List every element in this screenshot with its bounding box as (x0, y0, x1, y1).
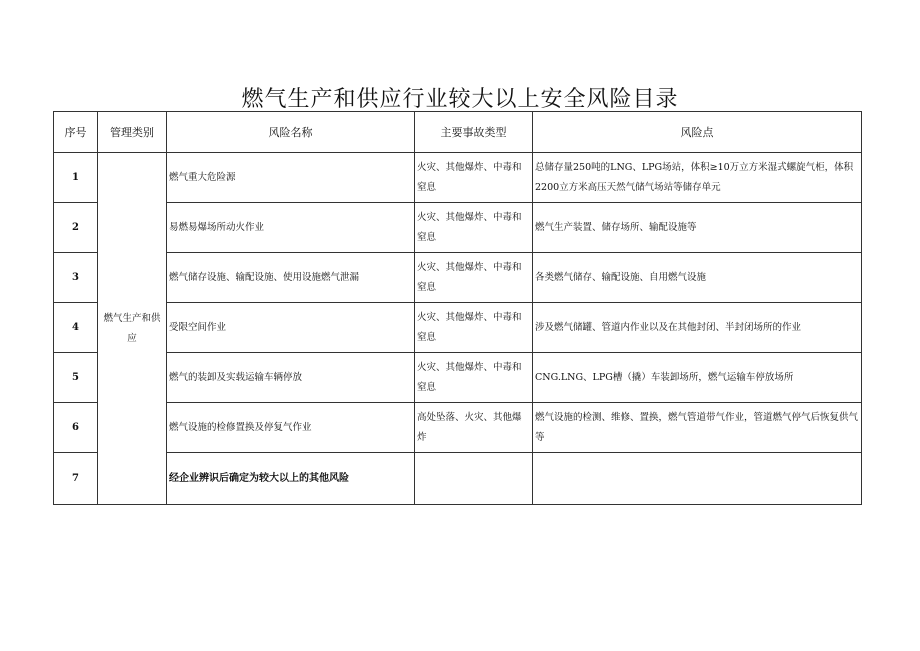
row-risk-point: 涉及燃气储罐、管道内作业以及在其他封闭、半封闭场所的作业 (533, 303, 862, 353)
row-risk-point: 各类燃气储存、输配设施、自用燃气设施 (533, 253, 862, 303)
table-row (54, 203, 862, 253)
table-row (54, 303, 862, 353)
table-row (54, 153, 862, 203)
row-seq: 6 (54, 403, 98, 453)
row-risk-point: 燃气生产装置、储存场所、输配设施等 (533, 203, 862, 253)
row-risk-name: 燃气重大危险源 (167, 153, 415, 203)
row-risk-point: 燃气设施的检测、维修、置换，燃气管道带气作业，管道燃气停气后恢复供气等 (533, 403, 862, 453)
row-accident-type: 火灾、其他爆炸、中毒和窒息 (415, 353, 533, 403)
row-risk-name: 燃气的装卸及实载运输车辆停放 (167, 353, 415, 403)
category-cell: 燃气生产和供应 (98, 153, 167, 505)
header-category: 管理类别 (98, 112, 167, 153)
row-seq: 7 (54, 453, 98, 505)
header-seq: 序号 (54, 112, 98, 153)
row-risk-point: 总储存量250吨的LNG、LPG场站，体积≥10万立方米湿式螺旋气柜，体积2200立方米高压天然气储气场站等储存单元 (533, 153, 862, 203)
row-accident-type: 火灾、其他爆炸、中毒和窒息 (415, 153, 533, 203)
row-seq: 2 (54, 203, 98, 253)
row-seq: 5 (54, 353, 98, 403)
page-title: 燃气生产和供应行业较大以上安全风险目录 (241, 87, 679, 112)
row-seq: 3 (54, 253, 98, 303)
row-accident-type: 火灾、其他爆炸、中毒和窒息 (415, 203, 533, 253)
table-header-row (54, 112, 862, 153)
header-risk-point: 风险点 (533, 112, 862, 153)
row-risk-name: 燃气设施的检修置换及停复气作业 (167, 403, 415, 453)
table-row (54, 253, 862, 303)
row-risk-name: 燃气储存设施、输配设施、使用设施燃气泄漏 (167, 253, 415, 303)
table-row (54, 353, 862, 403)
row-risk-point (533, 453, 862, 505)
row-accident-type (415, 453, 533, 505)
row-seq: 1 (54, 153, 98, 203)
header-risk-name: 风险名称 (167, 112, 415, 153)
row-accident-type: 火灾、其他爆炸、中毒和窒息 (415, 253, 533, 303)
risk-table (53, 111, 862, 505)
row-accident-type: 火灾、其他爆炸、中毒和窒息 (415, 303, 533, 353)
row-risk-name: 易燃易爆场所动火作业 (167, 203, 415, 253)
row-seq: 4 (54, 303, 98, 353)
row-accident-type: 高处坠落、火灾、其他爆炸 (415, 403, 533, 453)
table-row (54, 453, 862, 505)
row-risk-name: 经企业辨识后确定为较大以上的其他风险 (167, 453, 415, 505)
row-risk-point: CNG.LNG、LPG槽（撬）车装卸场所，燃气运输车停放场所 (533, 353, 862, 403)
table-row (54, 403, 862, 453)
row-risk-name: 受限空间作业 (167, 303, 415, 353)
header-accident-type: 主要事故类型 (415, 112, 533, 153)
